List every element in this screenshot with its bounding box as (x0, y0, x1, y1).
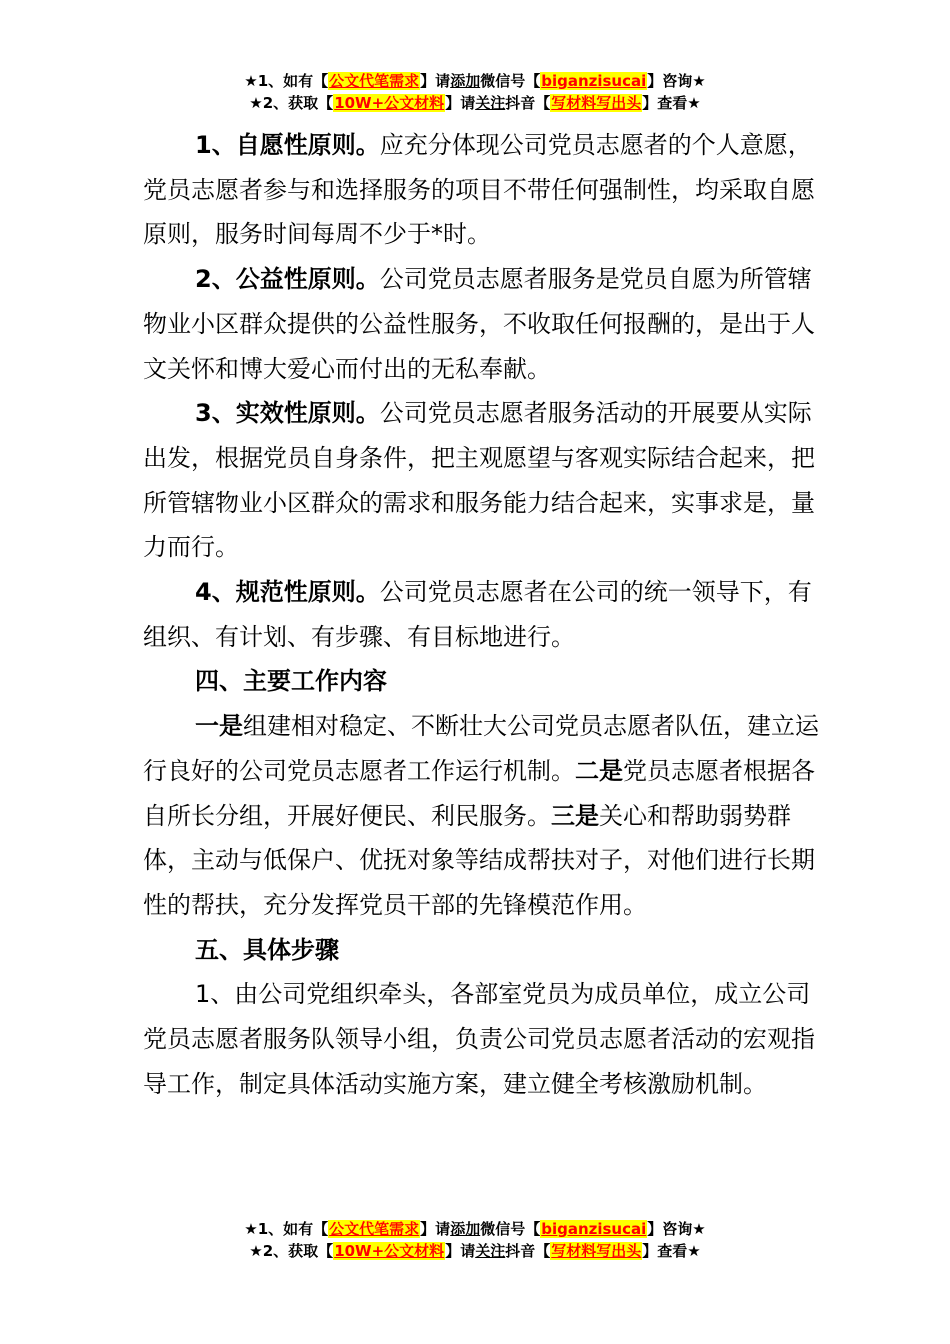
banner-text: 】请 (445, 94, 476, 112)
paragraph-heading: 1、自愿性原则。 (195, 131, 380, 159)
section-heading-4 (143, 659, 833, 704)
paragraph-text: 公司党员志愿者服务活动的开展要从实际出发，根据党员自身条件，把主观愿望与客观实际结合起来，把所管辖物业小区群众的需求和服务能力结合起来，实事求是，量力而行。 (143, 399, 815, 562)
banner-highlight: 10W+公文材料 (334, 1242, 445, 1260)
banner-text: ★2、获取【 (249, 94, 334, 112)
banner-underline: 关注 (475, 1242, 506, 1260)
banner-text: 】请 (445, 1242, 476, 1260)
banner-text: ★2、获取【 (249, 1242, 334, 1260)
paragraph-standardization (143, 570, 833, 659)
section-title: 四、主要工作内容 (195, 667, 387, 696)
banner-line-1 (0, 1218, 950, 1240)
banner-text: 】请 (420, 1220, 451, 1238)
item-marker: 三是 (551, 801, 599, 830)
banner-douyin-id: 写材料写出头 (551, 94, 642, 112)
paragraph-public-welfare (143, 257, 833, 391)
paragraph-text: 党员志愿者根据各自所长分组，开展好便民、利民服务。 (143, 756, 815, 830)
banner-highlight: 10W+公文材料 (334, 94, 445, 112)
banner-text: 】请 (420, 72, 451, 90)
section-heading-5 (143, 928, 833, 973)
item-marker: 二是 (575, 756, 623, 785)
banner-text: 】查看★ (642, 1242, 701, 1260)
paragraph-heading: 4、规范性原则。 (195, 578, 380, 607)
paragraph-voluntary (143, 123, 833, 257)
banner-highlight: 公文代笔需求 (329, 72, 420, 90)
banner-line-2 (0, 92, 950, 114)
paragraph-text: 公司党员志愿者服务是党员自愿为所管辖物业小区群众提供的公益性服务，不收取任何报酬的，是出于人文关怀和博大爱心而付出的无私奉献。 (143, 265, 815, 383)
banner-highlight: 公文代笔需求 (329, 1220, 420, 1238)
header-banner (0, 70, 950, 114)
banner-text: ★1、如有【 (244, 1220, 329, 1238)
document-body (143, 123, 833, 1106)
banner-wechat-id: biganzisucai (541, 72, 647, 90)
paragraph-text: 组建相对稳定、不断壮大公司党员志愿者队伍，建立运行良好的公司党员志愿者工作运行机制。 (143, 712, 819, 785)
banner-text: 微信号【 (480, 1220, 541, 1238)
footer-banner (0, 1218, 950, 1262)
banner-underline: 关注 (475, 94, 506, 112)
paragraph-effectiveness (143, 391, 833, 570)
banner-line-1 (0, 70, 950, 92)
paragraph-text: 应充分体现公司党员志愿者的个人意愿，党员志愿者参与和选择服务的项目不带任何强制性，均采取自愿原则，服务时间每周不少于*时。 (143, 131, 815, 249)
banner-text: 】查看★ (642, 94, 701, 112)
banner-text: 】咨询★ (647, 72, 706, 90)
item-marker: 一是 (195, 712, 243, 741)
banner-text: 】咨询★ (647, 1220, 706, 1238)
paragraph-step-1 (143, 972, 833, 1106)
paragraph-text: 关心和帮助弱势群体，主动与低保户、优抚对象等结成帮扶对子，对他们进行长期性的帮扶，充分发挥党员干部的先锋模范作用。 (143, 801, 815, 919)
banner-text: 微信号【 (480, 72, 541, 90)
banner-douyin-id: 写材料写出头 (551, 1242, 642, 1260)
banner-text: 抖音【 (505, 1242, 551, 1260)
banner-text: ★1、如有【 (244, 72, 329, 90)
paragraph-heading: 2、公益性原则。 (195, 265, 380, 294)
banner-text: 抖音【 (505, 94, 551, 112)
paragraph-text: 1、由公司党组织牵头，各部室党员为成员单位，成立公司党员志愿者服务队领导小组，负责公司党员志愿者活动的宏观指导工作，制定具体活动实施方案，建立健全考核激励机制。 (143, 980, 815, 1098)
banner-underline: 添加 (450, 1220, 481, 1238)
paragraph-main-work (143, 704, 833, 928)
paragraph-text: 公司党员志愿者在公司的统一领导下，有组织、有计划、有步骤、有目标地进行。 (143, 578, 812, 651)
banner-wechat-id: biganzisucai (541, 1220, 647, 1238)
paragraph-heading: 3、实效性原则。 (195, 399, 380, 428)
section-title: 五、具体步骤 (195, 935, 339, 964)
banner-line-2 (0, 1240, 950, 1262)
banner-underline: 添加 (450, 72, 481, 90)
